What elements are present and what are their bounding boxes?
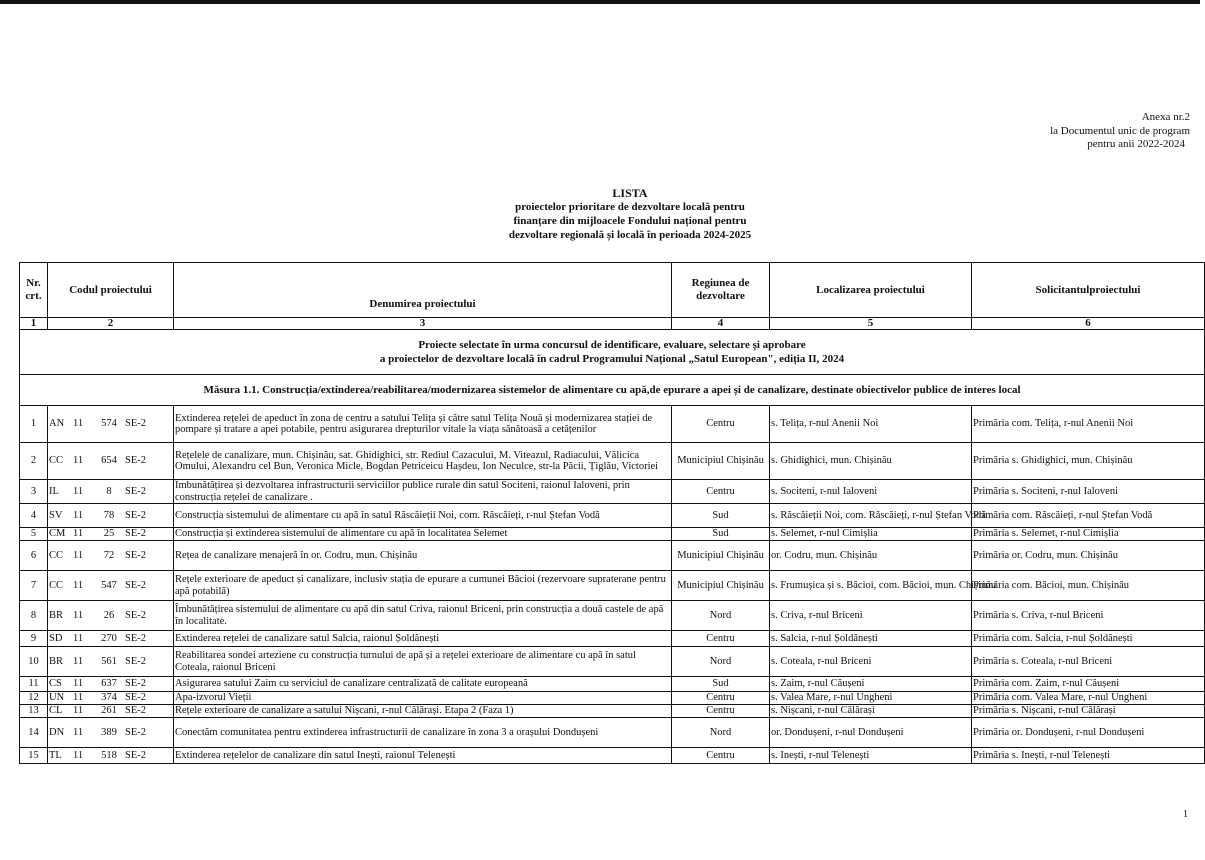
col-number: 2 (48, 318, 174, 330)
project-name: Construcția sistemului de alimentare cu apă în satul Răscăieții Noi, com. Răscăieți, r-nul Ștefan Vodă (174, 504, 672, 528)
code-number: 26 (103, 609, 115, 621)
section-line-2: a proiectelor de dezvoltare locală în cadrul Programului Național „Satul European", ediția II, 2024 (379, 353, 845, 365)
project-code (48, 647, 174, 677)
table-header-row (20, 263, 1205, 318)
document-title (380, 186, 880, 242)
table-row (20, 677, 1205, 692)
table-row (20, 528, 1205, 541)
code-region: DN (49, 726, 65, 738)
code-number: 25 (103, 528, 115, 540)
project-applicant: Primăria or. Dondușeni, r-nul Dondușeni (972, 718, 1205, 748)
code-number: 8 (106, 485, 112, 497)
project-code (48, 480, 174, 504)
project-region: Sud (672, 528, 770, 541)
project-name: Îmbunătățirea sistemului de alimentare cu apă din satul Criva, raionul Briceni, prin construcția a două castele de apă în localitate. (174, 601, 672, 631)
project-code (48, 406, 174, 443)
row-number: 2 (20, 443, 48, 480)
code-region: CC (49, 549, 64, 561)
table-row (20, 748, 1205, 764)
table-row (20, 631, 1205, 647)
code-edition: SE-2 (125, 655, 146, 667)
project-location: s. Sociteni, r-nul Ialoveni (770, 480, 972, 504)
project-region: Nord (672, 718, 770, 748)
table-row (20, 406, 1205, 443)
project-location: or. Dondușeni, r-nul Dondușeni (770, 718, 972, 748)
project-code (48, 571, 174, 601)
annex-line-3: pentru anii 2022-2024 (1087, 138, 1185, 150)
project-applicant: Primăria s. Criva, r-nul Briceni (972, 601, 1205, 631)
section-header-row (20, 330, 1205, 375)
code-edition: SE-2 (125, 418, 146, 430)
title-main: LISTA (612, 186, 648, 200)
code-region: BR (49, 609, 64, 621)
code-edition: SE-2 (125, 579, 146, 591)
code-measure: 11 (73, 418, 84, 430)
header-nr: Nr. crt. (20, 263, 48, 318)
code-edition: SE-2 (125, 726, 146, 738)
project-code (48, 718, 174, 748)
row-number: 15 (20, 748, 48, 764)
code-measure: 11 (73, 528, 84, 540)
project-region: Nord (672, 647, 770, 677)
project-location: s. Zaim, r-nul Căușeni (770, 677, 972, 692)
project-code (48, 692, 174, 705)
row-number: 8 (20, 601, 48, 631)
annex-line-2: la Documentul unic de program (1050, 124, 1190, 137)
project-code (48, 443, 174, 480)
project-region: Municipiul Chișinău (672, 443, 770, 480)
header-location: Localizarea proiectului (770, 263, 972, 318)
project-location: s. Ghidighici, mun. Chișinău (770, 443, 972, 480)
project-name: Îmbunătățirea și dezvoltarea infrastructurii serviciilor publice rurale din satul Sociteni, raionul Ialoveni, prin construcția rețelei de canalizare . (174, 480, 672, 504)
project-region: Municipiul Chișinău (672, 541, 770, 571)
code-edition: SE-2 (125, 485, 146, 497)
project-location: or. Codru, mun. Chișinău (770, 541, 972, 571)
project-region: Sud (672, 504, 770, 528)
row-number: 4 (20, 504, 48, 528)
project-region: Centru (672, 748, 770, 764)
project-applicant: Primăria com. Salcia, r-nul Șoldănești (972, 631, 1205, 647)
code-measure: 11 (73, 485, 84, 497)
project-name: Extinderea rețelei de apeduct în zona de centru a satului Telița și către satul Telița Nouă și modernizarea stației de pompare și tratare a apei potabile, pentru asigurarea drepturilor vitale la viața sănătoasă a cetățenilor (174, 406, 672, 443)
project-location: s. Salcia, r-nul Șoldănești (770, 631, 972, 647)
project-region: Centru (672, 631, 770, 647)
project-location: s. Inești, r-nul Telenești (770, 748, 972, 764)
project-location: s. Răscăieții Noi, com. Răscăieți, r-nul Ștefan Vodă (770, 504, 972, 528)
annex-line-1: Anexa nr.2 (1141, 111, 1190, 123)
project-region: Sud (672, 677, 770, 692)
code-edition: SE-2 (125, 749, 146, 761)
project-location: s. Telița, r-nul Anenii Noi (770, 406, 972, 443)
table-row (20, 480, 1205, 504)
project-region: Centru (672, 692, 770, 705)
title-line-2: finanțare din mijloacele Fondului național pentru (513, 215, 747, 227)
table-row (20, 541, 1205, 571)
project-name: Conectăm comunitatea pentru extinderea infrastructurii de canalizare în zona 3 a orașului Dondușeni (174, 718, 672, 748)
code-measure: 11 (73, 726, 84, 738)
project-applicant: Primăria com. Băcioi, mun. Chișinău (972, 571, 1205, 601)
row-number: 10 (20, 647, 48, 677)
project-code (48, 748, 174, 764)
projects-table (19, 262, 1205, 764)
code-number: 78 (103, 509, 115, 521)
col-number: 3 (174, 318, 672, 330)
project-name: Construcția și extinderea sistemului de alimentare cu apă în localitatea Selemet (174, 528, 672, 541)
project-location: s. Selemet, r-nul Cimișlia (770, 528, 972, 541)
project-region: Municipiul Chișinău (672, 571, 770, 601)
code-number: 654 (101, 455, 117, 467)
code-measure: 11 (73, 455, 84, 467)
code-number: 270 (101, 632, 117, 644)
code-measure: 11 (73, 509, 84, 521)
project-code (48, 631, 174, 647)
row-number: 9 (20, 631, 48, 647)
project-region: Centru (672, 705, 770, 718)
code-number: 374 (101, 692, 117, 704)
title-line-1: proiectelor prioritare de dezvoltare locală pentru (515, 201, 745, 213)
project-name: Extinderea rețelei de canalizare satul Salcia, raionul Șoldănești (174, 631, 672, 647)
code-number: 72 (103, 549, 115, 561)
table-row (20, 692, 1205, 705)
code-region: TL (49, 749, 62, 761)
code-region: CC (49, 579, 64, 591)
table-row (20, 647, 1205, 677)
code-region: AN (49, 418, 65, 430)
project-applicant: Primăria com. Răscăieți, r-nul Ștefan Vodă (972, 504, 1205, 528)
code-measure: 11 (73, 749, 84, 761)
code-measure: 11 (73, 655, 84, 667)
row-number: 3 (20, 480, 48, 504)
code-region: CC (49, 455, 64, 467)
code-region: UN (49, 692, 65, 704)
code-number: 574 (101, 418, 117, 430)
project-location: s. Coteala, r-nul Briceni (770, 647, 972, 677)
code-edition: SE-2 (125, 632, 146, 644)
top-border (0, 0, 1200, 4)
project-name: Rețea de canalizare menajeră în or. Codru, mun. Chișinău (174, 541, 672, 571)
table-row (20, 571, 1205, 601)
project-name: Apa-izvorul Vieții (174, 692, 672, 705)
project-location: s. Frumușica și s. Băcioi, com. Băcioi, mun. Chișinău (770, 571, 972, 601)
code-number: 547 (101, 579, 117, 591)
project-name: Rețele exterioare de apeduct și canalizare, inclusiv stația de epurare a cumunei Băcioi (rezervoare supraterane pentru apă potabilă) (174, 571, 672, 601)
row-number: 11 (20, 677, 48, 692)
table-row (20, 443, 1205, 480)
row-number: 1 (20, 406, 48, 443)
code-number: 389 (101, 726, 117, 738)
measure-row (20, 375, 1205, 406)
code-edition: SE-2 (125, 692, 146, 704)
project-applicant: Primăria s. Nișcani, r-nul Călărași (972, 705, 1205, 718)
code-edition: SE-2 (125, 678, 146, 690)
project-applicant: Primăria s. Coteala, r-nul Briceni (972, 647, 1205, 677)
row-number: 6 (20, 541, 48, 571)
header-region: Regiunea de dezvoltare (672, 263, 770, 318)
project-name: Asigurarea satului Zaim cu serviciul de canalizare centralizată de calitate europeană (174, 677, 672, 692)
row-number: 12 (20, 692, 48, 705)
section-line-1: Proiecte selectate în urma concursul de identificare, evaluare, selectare și aprobare (418, 339, 806, 351)
code-number: 518 (101, 749, 117, 761)
row-number: 13 (20, 705, 48, 718)
col-number: 6 (972, 318, 1205, 330)
project-name: Rețelele de canalizare, mun. Chișinău, sat. Ghidighici, str. Rediul Cazacului, M. Viteazul, Radiacului, Vălicica Omului, Alexandru cel Bun, Veronica Micle, Bogdan Petriceicu Hașdeu, Ion Neculce, str-la Păcii, Țiglău, Victoriei (174, 443, 672, 480)
code-number: 637 (101, 678, 117, 690)
code-region: CM (49, 528, 66, 540)
project-applicant: Primăria s. Inești, r-nul Telenești (972, 748, 1205, 764)
code-measure: 11 (73, 678, 84, 690)
project-applicant: Primăria s. Sociteni, r-nul Ialoveni (972, 480, 1205, 504)
project-name: Rețele exterioare de canalizare a satului Nișcani, r-nul Călărași. Etapa 2 (Faza 1) (174, 705, 672, 718)
code-region: IL (49, 485, 59, 497)
header-applicant: Solicitantulproiectului (972, 263, 1205, 318)
code-edition: SE-2 (125, 549, 146, 561)
code-region: SD (49, 632, 63, 644)
code-region: SV (49, 509, 63, 521)
project-applicant: Primăria s. Selemet, r-nul Cimișlia (972, 528, 1205, 541)
measure-title: Măsura 1.1. Construcția/extinderea/reabilitarea/modernizarea sistemelor de alimentare cu apă,de epurare a apei și de canalizare, destinate obiectivelor publice de interes local (20, 375, 1205, 406)
page-number: 1 (1183, 809, 1188, 820)
column-number-row (20, 318, 1205, 330)
project-location: s. Nișcani, r-nul Călărași (770, 705, 972, 718)
code-measure: 11 (73, 549, 84, 561)
code-measure: 11 (73, 579, 84, 591)
col-number: 4 (672, 318, 770, 330)
project-name: Reabilitarea sondei arteziene cu construcția turnului de apă și a rețelei exterioare de alimentare cu apă în satul Coteala, raionul Briceni (174, 647, 672, 677)
col-number: 5 (770, 318, 972, 330)
project-region: Centru (672, 480, 770, 504)
code-measure: 11 (73, 609, 84, 621)
col-number: 1 (20, 318, 48, 330)
row-number: 14 (20, 718, 48, 748)
code-edition: SE-2 (125, 609, 146, 621)
project-code (48, 677, 174, 692)
code-region: BR (49, 655, 64, 667)
project-location: s. Criva, r-nul Briceni (770, 601, 972, 631)
project-applicant: Primăria com. Telița, r-nul Anenii Noi (972, 406, 1205, 443)
code-edition: SE-2 (125, 705, 146, 717)
header-name: Denumirea proiectului (174, 263, 672, 318)
project-name: Extinderea rețelelor de canalizare din satul Inești, raionul Telenești (174, 748, 672, 764)
project-region: Centru (672, 406, 770, 443)
project-code (48, 504, 174, 528)
table-row (20, 705, 1205, 718)
code-measure: 11 (73, 632, 84, 644)
project-code (48, 705, 174, 718)
header-code: Codul proiectului (48, 263, 174, 318)
table-row (20, 718, 1205, 748)
table-row (20, 504, 1205, 528)
project-applicant: Primăria com. Valea Mare, r-nul Ungheni (972, 692, 1205, 705)
row-number: 5 (20, 528, 48, 541)
code-region: CS (49, 678, 62, 690)
project-code (48, 601, 174, 631)
project-applicant: Primăria or. Codru, mun. Chișinău (972, 541, 1205, 571)
code-measure: 11 (73, 692, 84, 704)
code-measure: 11 (73, 705, 84, 717)
row-number: 7 (20, 571, 48, 601)
project-code (48, 528, 174, 541)
code-edition: SE-2 (125, 455, 146, 467)
code-edition: SE-2 (125, 509, 146, 521)
annex-note (1050, 111, 1190, 152)
code-number: 561 (101, 655, 117, 667)
title-line-3: dezvoltare regională și locală în perioada 2024-2025 (508, 229, 752, 241)
code-edition: SE-2 (125, 528, 146, 540)
project-applicant: Primăria com. Zaim, r-nul Căușeni (972, 677, 1205, 692)
code-region: CL (49, 705, 63, 717)
table-row (20, 601, 1205, 631)
project-location: s. Valea Mare, r-nul Ungheni (770, 692, 972, 705)
project-code (48, 541, 174, 571)
project-applicant: Primăria s. Ghidighici, mun. Chișinău (972, 443, 1205, 480)
section-header (20, 330, 1205, 375)
code-number: 261 (101, 705, 117, 717)
project-region: Nord (672, 601, 770, 631)
